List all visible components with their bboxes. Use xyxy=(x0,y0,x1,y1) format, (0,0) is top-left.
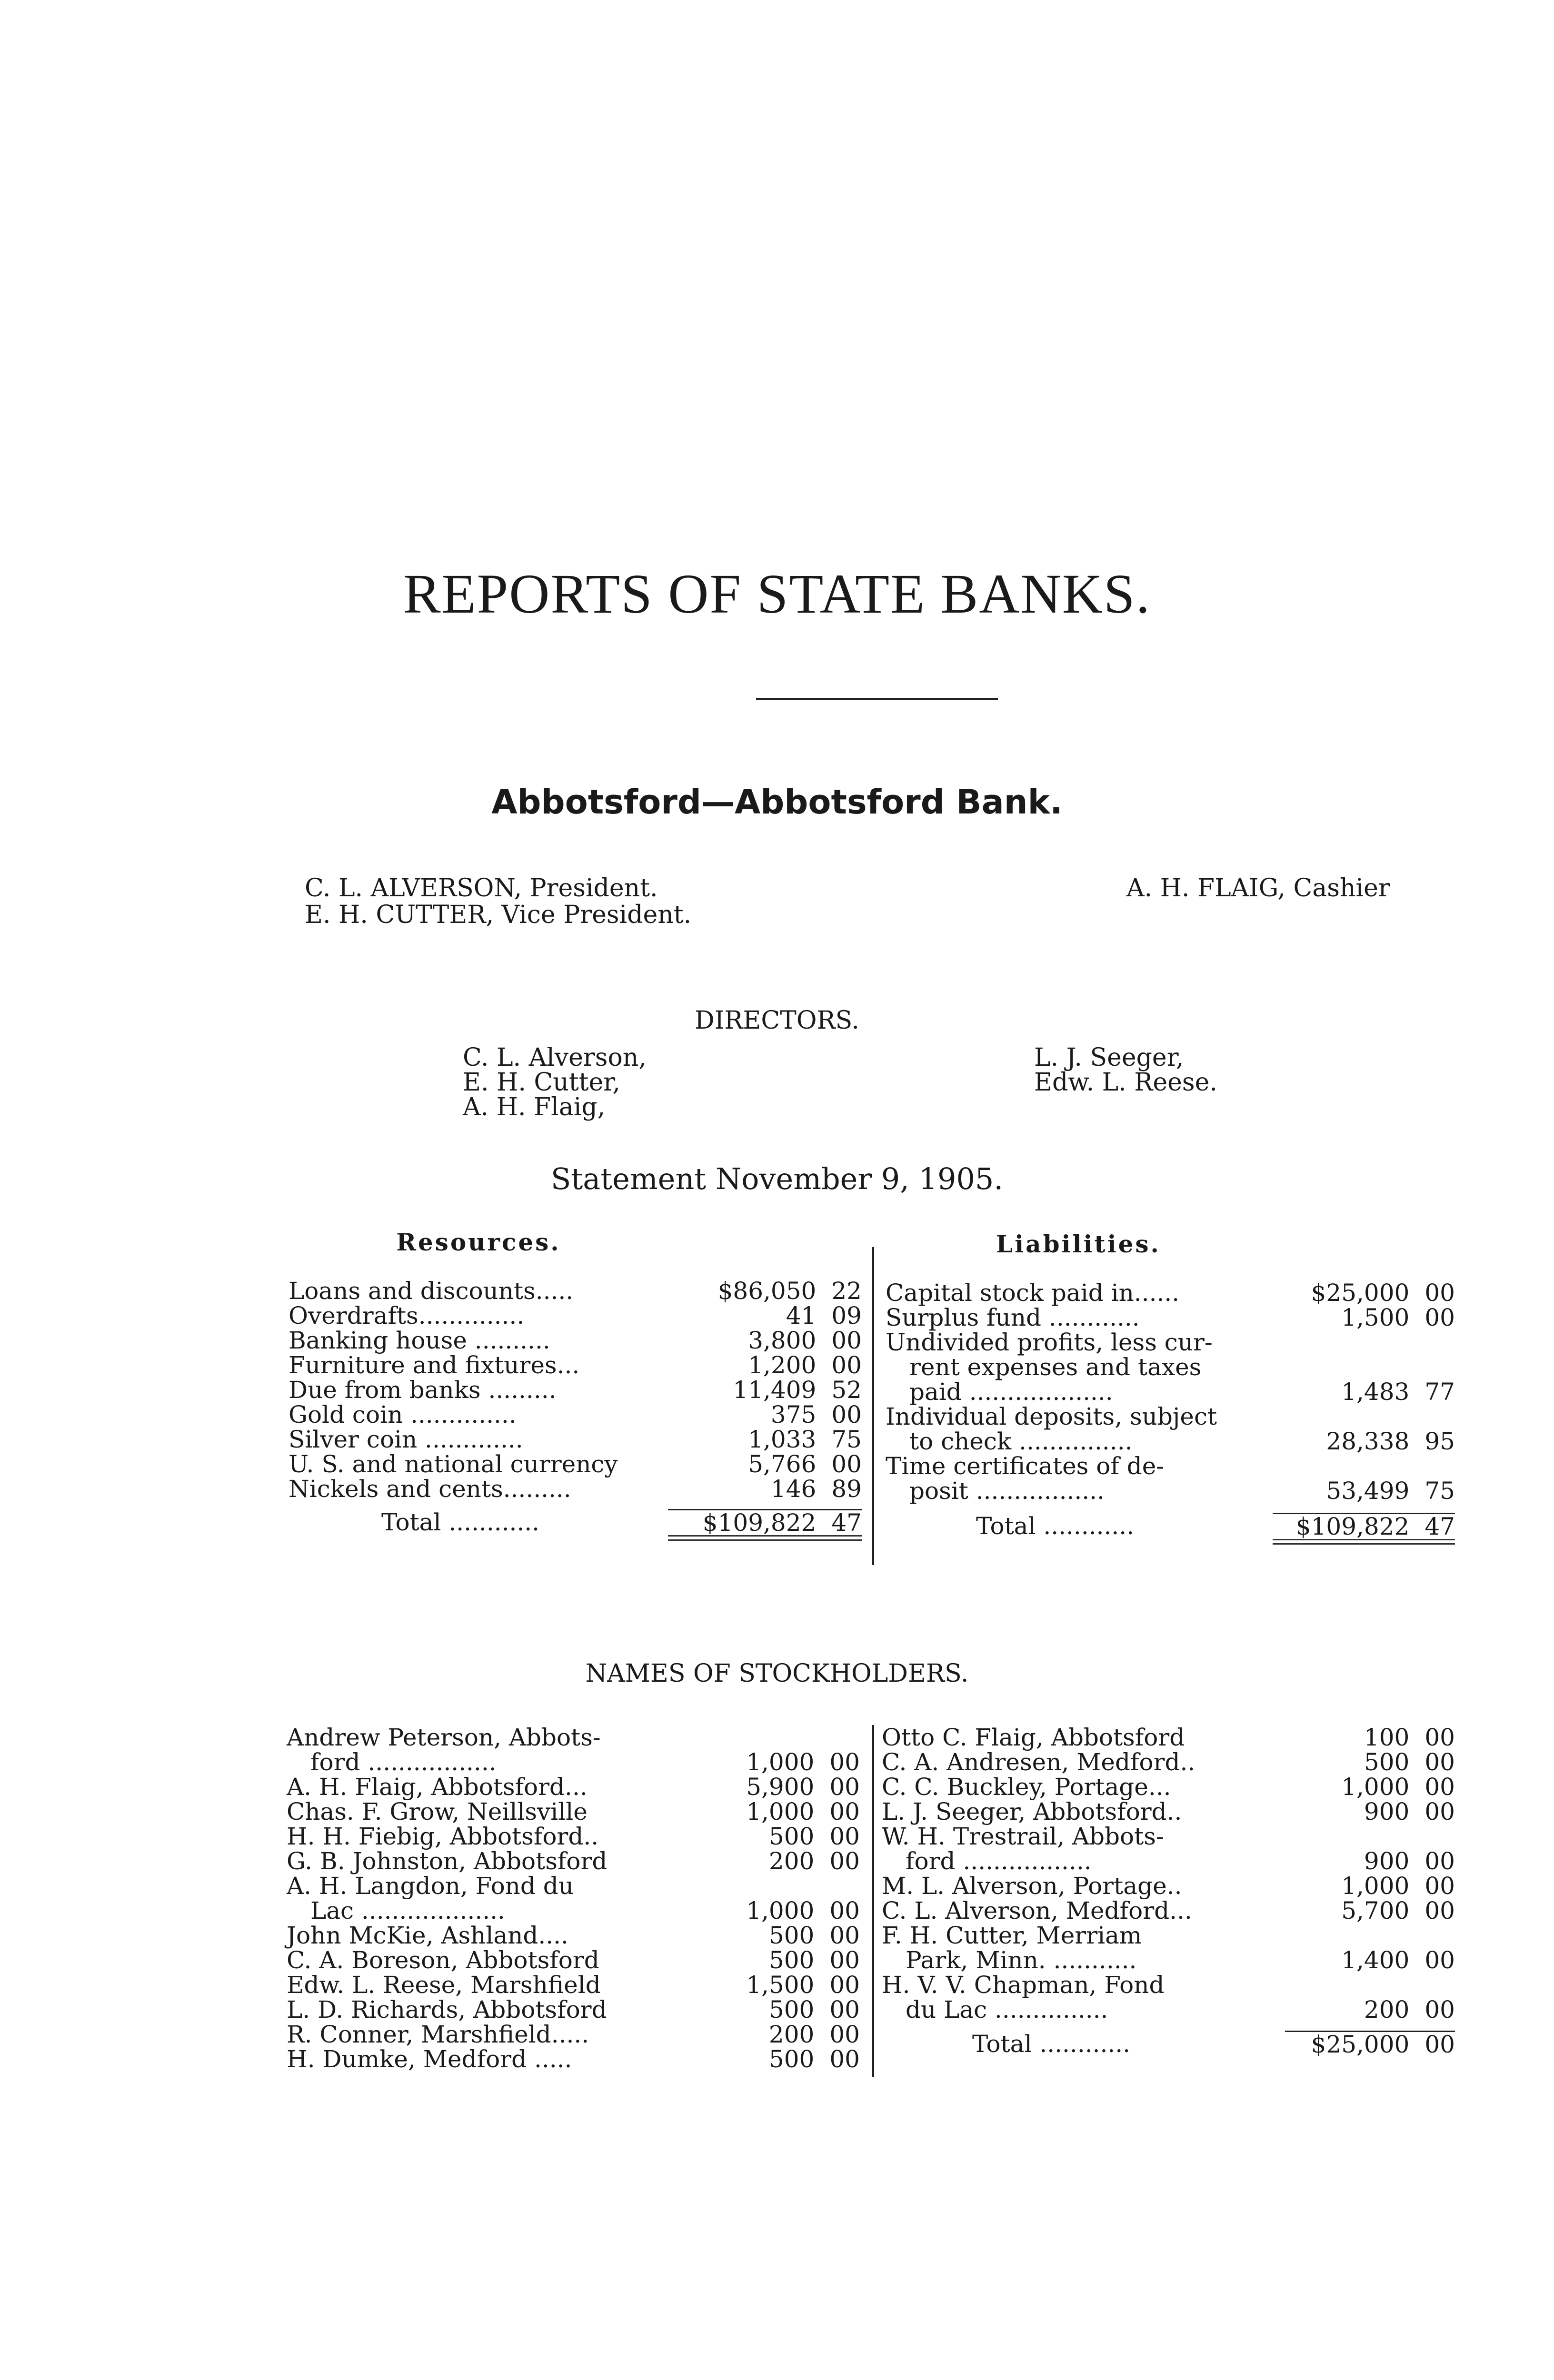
amount-dollars: 200 xyxy=(768,1847,815,1875)
amount-cents: 00 xyxy=(831,1401,862,1428)
table-row xyxy=(289,1303,862,1328)
stockholders-right-table xyxy=(882,1725,1455,2057)
amount-dollars: 500 xyxy=(1364,1748,1410,1776)
amount-dollars: 900 xyxy=(1364,1798,1410,1825)
amount-dollars: 1,000 xyxy=(1341,1773,1410,1801)
table-row xyxy=(287,1948,860,1973)
amount-dollars: $109,822 xyxy=(1273,1514,1409,1539)
row-label: C. A. Boreson, Abbotsford xyxy=(287,1946,599,1974)
row-label: Total ............ xyxy=(972,2030,1131,2058)
table-row xyxy=(289,1353,862,1378)
row-label: to check ............... xyxy=(909,1428,1133,1455)
amount-dollars: 200 xyxy=(768,2021,815,2048)
table-row xyxy=(287,1750,860,1775)
stockholders-left-table xyxy=(287,1725,860,2072)
amount-cents: 00 xyxy=(829,1748,860,1776)
amount-cents: 00 xyxy=(829,1897,860,1924)
amount-dollars xyxy=(1273,1404,1409,1429)
row-label: L. D. Richards, Abbotsford xyxy=(287,1996,607,2023)
amount-dollars: 5,700 xyxy=(1341,1897,1410,1924)
row-label: G. B. Johnston, Abbotsford xyxy=(287,1847,608,1875)
amount-cents: 00 xyxy=(831,1327,862,1354)
table-row xyxy=(289,1510,862,1536)
table-row xyxy=(882,1750,1455,1775)
row-label: rent expenses and taxes xyxy=(909,1353,1202,1381)
row-label: Total ............ xyxy=(976,1512,1135,1540)
table-row xyxy=(287,1923,860,1948)
table-row xyxy=(287,1997,860,2022)
table-row xyxy=(882,1923,1455,1948)
row-label: ford ................. xyxy=(906,1847,1092,1875)
amount-cents: 00 xyxy=(1409,2032,1455,2057)
row-label: Overdrafts.............. xyxy=(289,1302,525,1329)
amount-cents: 00 xyxy=(1424,1304,1455,1331)
table-row xyxy=(287,1849,860,1874)
amount-cents xyxy=(1409,1404,1455,1429)
amount-cents: 00 xyxy=(829,1922,860,1949)
amount-cents xyxy=(814,1725,860,1750)
amount-cents: 00 xyxy=(829,1847,860,1875)
director-name: Edw. L. Reese. xyxy=(1034,1068,1217,1097)
amount-cents: 00 xyxy=(829,1773,860,1801)
spacer xyxy=(289,1535,668,1541)
row-label: H. V. V. Chapman, Fond xyxy=(882,1971,1165,1999)
row-label: L. J. Seeger, Abbotsford.. xyxy=(882,1798,1182,1825)
amount-dollars: 53,499 xyxy=(1326,1477,1410,1505)
amount-dollars: 5,900 xyxy=(746,1773,815,1801)
row-label: Silver coin ............. xyxy=(289,1426,523,1453)
spacer-row xyxy=(886,1503,1455,1514)
spacer xyxy=(886,1539,1273,1545)
amount-dollars: 1,200 xyxy=(748,1351,817,1379)
officer-president: C. L. ALVERSON, President. xyxy=(305,874,658,902)
table-row xyxy=(287,2022,860,2047)
table-row xyxy=(289,1279,862,1303)
table-row xyxy=(886,1478,1455,1503)
amount-dollars: $109,822 xyxy=(668,1510,817,1536)
amount-dollars: 1,033 xyxy=(748,1426,817,1453)
row-label: Furniture and fixtures... xyxy=(289,1351,580,1379)
row-label: Capital stock paid in...... xyxy=(886,1279,1180,1307)
amount-dollars xyxy=(1273,1355,1409,1379)
amount-cents: 00 xyxy=(829,1823,860,1850)
page-title: REPORTS OF STATE BANKS. xyxy=(403,563,1151,625)
stockholders-divider xyxy=(872,1725,874,2077)
amount-cents xyxy=(814,1874,860,1898)
table-row xyxy=(289,1402,862,1427)
amount-dollars: 1,000 xyxy=(746,1897,815,1924)
row-label: C. L. Alverson, Medford... xyxy=(882,1897,1192,1924)
amount-cents: 00 xyxy=(831,1351,862,1379)
table-row xyxy=(882,2032,1455,2057)
table-row xyxy=(287,1824,860,1849)
amount-dollars: 1,000 xyxy=(746,1798,815,1825)
amount-dollars: 1,000 xyxy=(1341,1872,1410,1900)
amount-cents: 00 xyxy=(1424,1724,1455,1751)
amount-dollars xyxy=(1285,1973,1409,1997)
table-row xyxy=(886,1454,1455,1478)
table-row xyxy=(882,1799,1455,1824)
row-label: Chas. F. Grow, Neillsville xyxy=(287,1798,588,1825)
row-label: Park, Minn. ........... xyxy=(906,1946,1137,1974)
amount-dollars xyxy=(1285,1824,1409,1849)
row-label: ford ................. xyxy=(310,1748,497,1776)
table-row xyxy=(886,1429,1455,1454)
amount-cents: 47 xyxy=(816,1510,862,1536)
amount-cents: 00 xyxy=(829,1798,860,1825)
amount-cents xyxy=(1409,1973,1455,1997)
row-label: Otto C. Flaig, Abbotsford xyxy=(882,1724,1185,1751)
officer-cashier: A. H. FLAIG, Cashier xyxy=(1126,874,1390,902)
row-label: A. H. Langdon, Fond du xyxy=(287,1872,574,1900)
liabilities-table xyxy=(886,1280,1455,1545)
amount-cents: 00 xyxy=(1424,1946,1455,1974)
row-label: Time certificates of de- xyxy=(886,1452,1165,1480)
statement-title: Statement November 9, 1905. xyxy=(550,1161,1004,1196)
amount-cents: 95 xyxy=(1424,1428,1455,1455)
row-label: C. A. Andresen, Medford.. xyxy=(882,1748,1195,1776)
row-label: Surplus fund ............ xyxy=(886,1304,1140,1331)
table-row xyxy=(886,1514,1455,1539)
amount-cents: 00 xyxy=(1424,1773,1455,1801)
amount-dollars: 500 xyxy=(768,1823,815,1850)
table-row xyxy=(882,1948,1455,1973)
amount-dollars xyxy=(703,1874,815,1898)
table-row xyxy=(289,1452,862,1477)
row-label: Due from banks ......... xyxy=(289,1376,557,1404)
amount-cents: 75 xyxy=(1424,1477,1455,1505)
table-row xyxy=(882,1973,1455,1997)
row-label: du Lac ............... xyxy=(906,1996,1108,2023)
table-row xyxy=(287,1874,860,1898)
amount-cents: 00 xyxy=(829,2021,860,2048)
amount-cents: 47 xyxy=(1409,1514,1455,1539)
directors-right xyxy=(1034,1045,1217,1095)
row-label: R. Conner, Marshfield..... xyxy=(287,2021,589,2048)
amount-dollars: $25,000 xyxy=(1285,2032,1409,2057)
amount-cents xyxy=(1409,1454,1455,1478)
table-row xyxy=(287,1775,860,1799)
amount-dollars: 500 xyxy=(768,1996,815,2023)
row-label: A. H. Flaig, Abbotsford... xyxy=(287,1773,588,1801)
table-row xyxy=(287,1725,860,1750)
amount-dollars: 200 xyxy=(1364,1996,1410,2023)
table-row xyxy=(882,1874,1455,1898)
table-row xyxy=(289,1427,862,1452)
amount-dollars: 500 xyxy=(768,2045,815,2073)
row-label: Undivided profits, less cur- xyxy=(886,1329,1213,1356)
amount-cents: 00 xyxy=(1424,1897,1455,1924)
amount-dollars: 900 xyxy=(1364,1847,1410,1875)
title-divider xyxy=(756,698,998,700)
spacer xyxy=(886,1503,1455,1514)
row-label: Lac ................... xyxy=(310,1897,505,1924)
amount-cents xyxy=(1409,1824,1455,1849)
amount-dollars: 1,000 xyxy=(746,1748,815,1776)
row-label: Edw. L. Reese, Marshfield xyxy=(287,1971,601,1999)
column-divider xyxy=(872,1247,874,1565)
table-row xyxy=(289,1378,862,1402)
table-row xyxy=(882,1775,1455,1799)
resources-heading: Resources. xyxy=(396,1228,561,1256)
table-row xyxy=(289,1477,862,1501)
amount-cents: 77 xyxy=(1424,1378,1455,1406)
director-name: C. L. Alverson, xyxy=(463,1043,647,1072)
table-row xyxy=(287,1799,860,1824)
row-label: F. H. Cutter, Merriam xyxy=(882,1922,1142,1949)
amount-dollars: 375 xyxy=(770,1401,817,1428)
table-row xyxy=(882,1997,1455,2022)
amount-cents: 22 xyxy=(831,1277,862,1305)
row-label: posit ................. xyxy=(909,1477,1105,1505)
amount-dollars: 100 xyxy=(1364,1724,1410,1751)
amount-cents: 00 xyxy=(1424,1748,1455,1776)
officer-vice-president: E. H. CUTTER, Vice President. xyxy=(305,901,692,929)
amount-cents: 52 xyxy=(831,1376,862,1404)
amount-cents: 00 xyxy=(1424,1872,1455,1900)
amount-cents: 09 xyxy=(831,1302,862,1329)
row-label: John McKie, Ashland.... xyxy=(287,1922,568,1949)
amount-cents: 00 xyxy=(831,1450,862,1478)
directors-heading: DIRECTORS. xyxy=(695,1006,859,1035)
amount-dollars xyxy=(1285,1923,1409,1948)
table-row xyxy=(287,1898,860,1923)
director-name: L. J. Seeger, xyxy=(1034,1043,1184,1072)
liabilities-heading: Liabilities. xyxy=(996,1230,1161,1258)
row-label: Andrew Peterson, Abbots- xyxy=(287,1724,601,1751)
amount-dollars xyxy=(703,1725,815,1750)
amount-dollars: 146 xyxy=(770,1475,817,1503)
amount-cents: 75 xyxy=(831,1426,862,1453)
directors-left xyxy=(463,1045,647,1120)
row-label: M. L. Alverson, Portage.. xyxy=(882,1872,1182,1900)
amount-cents xyxy=(1409,1355,1455,1379)
row-label: Gold coin .............. xyxy=(289,1401,517,1428)
bank-name: Abbotsford—Abbotsford Bank. xyxy=(491,783,1063,822)
amount-cents xyxy=(1409,1330,1455,1355)
table-row xyxy=(287,1973,860,1997)
table-row xyxy=(882,1849,1455,1874)
amount-dollars: 28,338 xyxy=(1326,1428,1410,1455)
amount-dollars: $86,050 xyxy=(717,1277,817,1305)
amount-cents: 00 xyxy=(829,1946,860,1974)
row-label: Banking house .......... xyxy=(289,1327,550,1354)
table-row xyxy=(886,1404,1455,1429)
amount-dollars: 1,483 xyxy=(1341,1378,1410,1406)
table-row xyxy=(882,1898,1455,1923)
row-label: W. H. Trestrail, Abbots- xyxy=(882,1823,1164,1850)
amount-cents: 00 xyxy=(1424,1279,1455,1307)
amount-dollars: 11,409 xyxy=(733,1376,817,1404)
row-label: Total ............ xyxy=(381,1508,540,1536)
stockholders-heading: NAMES OF STOCKHOLDERS. xyxy=(585,1659,969,1688)
amount-dollars: $25,000 xyxy=(1311,1279,1410,1307)
row-label: Individual deposits, subject xyxy=(886,1403,1217,1430)
director-name: E. H. Cutter, xyxy=(463,1068,620,1097)
amount-dollars: 500 xyxy=(768,1922,815,1949)
amount-cents: 00 xyxy=(829,1996,860,2023)
row-label: Nickels and cents......... xyxy=(289,1475,571,1503)
resources-table xyxy=(289,1279,862,1541)
amount-dollars: 41 xyxy=(786,1302,817,1329)
director-name: A. H. Flaig, xyxy=(463,1093,606,1121)
row-label: Loans and discounts..... xyxy=(289,1277,574,1305)
row-label: U. S. and national currency xyxy=(289,1450,618,1478)
amount-cents: 00 xyxy=(1424,1996,1455,2023)
amount-cents xyxy=(1409,1923,1455,1948)
amount-dollars: 5,766 xyxy=(748,1450,817,1478)
row-label: H. H. Fiebig, Abbotsford.. xyxy=(287,1823,599,1850)
table-row xyxy=(886,1305,1455,1330)
table-row xyxy=(886,1355,1455,1379)
amount-cents: 00 xyxy=(1424,1798,1455,1825)
table-row xyxy=(289,1328,862,1353)
amount-dollars: 1,500 xyxy=(1341,1304,1410,1331)
amount-dollars: 1,400 xyxy=(1341,1946,1410,1974)
officers-left xyxy=(305,875,691,928)
row-label: C. C. Buckley, Portage... xyxy=(882,1773,1171,1801)
table-row xyxy=(882,1824,1455,1849)
amount-dollars xyxy=(1273,1454,1409,1478)
amount-cents: 89 xyxy=(831,1475,862,1503)
table-row xyxy=(882,1725,1455,1750)
row-label: H. Dumke, Medford ..... xyxy=(287,2045,572,2073)
table-row xyxy=(886,1330,1455,1355)
row-label: paid ................... xyxy=(909,1378,1113,1406)
amount-dollars: 1,500 xyxy=(746,1971,815,1999)
amount-cents: 00 xyxy=(1424,1847,1455,1875)
table-row xyxy=(287,2047,860,2072)
table-row xyxy=(886,1280,1455,1305)
amount-cents: 00 xyxy=(829,2045,860,2073)
amount-dollars xyxy=(1273,1330,1409,1355)
amount-dollars: 500 xyxy=(768,1946,815,1974)
amount-cents: 00 xyxy=(829,1971,860,1999)
table-row xyxy=(886,1379,1455,1404)
amount-dollars: 3,800 xyxy=(748,1327,817,1354)
